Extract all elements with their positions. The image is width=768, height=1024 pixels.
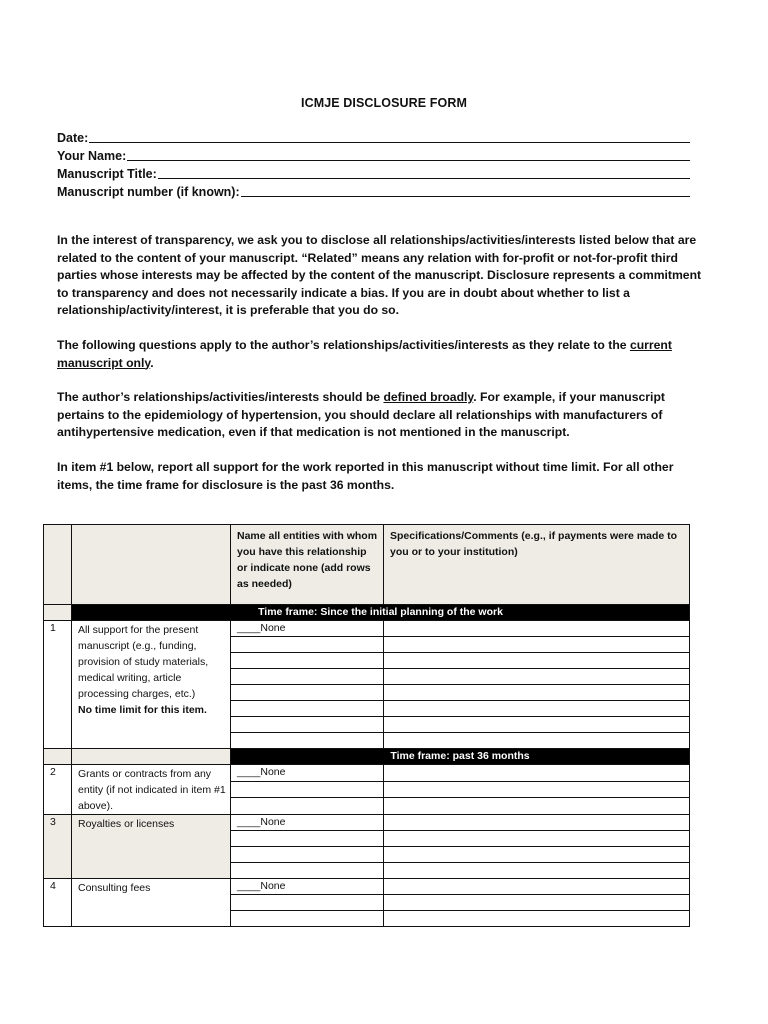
entity-cell[interactable]	[231, 701, 384, 717]
item-1-text: All support for the present manuscript (e.g., funding, provision of study materials, medical writing, article processing charges, etc.)	[78, 624, 209, 700]
manuscript-title-label: Manuscript Title:	[57, 167, 157, 181]
entity-cell[interactable]	[231, 911, 384, 927]
name-line[interactable]	[127, 147, 690, 161]
item-description: Royalties or licenses	[72, 815, 231, 879]
table-row	[44, 879, 690, 895]
spec-cell[interactable]	[384, 765, 690, 782]
disclosure-table	[43, 524, 690, 927]
spec-cell[interactable]	[384, 717, 690, 733]
entity-cell[interactable]	[231, 637, 384, 653]
spec-cell[interactable]	[384, 637, 690, 653]
manuscript-title-line[interactable]	[158, 165, 690, 179]
entity-cell[interactable]: ____None	[231, 879, 384, 895]
intro-paragraph-3	[57, 389, 707, 442]
p2-text: The following questions apply to the author’s relationships/activities/interests as they relate to the	[57, 338, 630, 352]
manuscript-number-field[interactable]	[57, 183, 690, 201]
spec-cell[interactable]	[384, 847, 690, 863]
spec-cell[interactable]	[384, 911, 690, 927]
header-num-cell	[44, 525, 72, 605]
entity-cell[interactable]	[231, 781, 384, 798]
entity-cell[interactable]	[231, 798, 384, 815]
p3-underline: defined broadly	[383, 390, 474, 404]
spec-cell[interactable]	[384, 815, 690, 831]
header-entities: Name all entities with whom you have this relationship or indicate none (add rows as needed)	[231, 525, 384, 605]
date-line[interactable]	[89, 129, 690, 143]
table-row	[44, 765, 690, 782]
spec-cell[interactable]	[384, 621, 690, 637]
entity-cell[interactable]: ____None	[231, 815, 384, 831]
item-number: 1	[44, 621, 72, 749]
band-side-cell	[72, 749, 231, 765]
spec-cell[interactable]	[384, 701, 690, 717]
item-description: Grants or contracts from any entity (if not indicated in item #1 above).	[72, 765, 231, 815]
spec-cell[interactable]	[384, 669, 690, 685]
spec-cell[interactable]	[384, 653, 690, 669]
spec-cell[interactable]	[384, 863, 690, 879]
spec-cell[interactable]	[384, 831, 690, 847]
p2-underline: current manuscript only	[57, 338, 672, 370]
spec-cell[interactable]	[384, 733, 690, 749]
header-item-cell	[72, 525, 231, 605]
entity-cell[interactable]	[231, 717, 384, 733]
timeframe-label-1: Time frame: Since the initial planning of the work	[72, 605, 690, 621]
name-label: Your Name:	[57, 149, 127, 163]
item-description	[72, 621, 231, 749]
spec-cell[interactable]	[384, 879, 690, 895]
manuscript-number-label: Manuscript number (if known):	[57, 185, 240, 199]
intro-paragraph-2	[57, 337, 707, 372]
entity-cell[interactable]	[231, 653, 384, 669]
entity-cell[interactable]: ____None	[231, 765, 384, 782]
entity-cell[interactable]	[231, 831, 384, 847]
band-side-cell	[44, 605, 72, 621]
item-number: 3	[44, 815, 72, 879]
item-number: 4	[44, 879, 72, 927]
table-header-row	[44, 525, 690, 605]
p3-end: . For example, if your manuscript pertains to the epidemiology of hypertension, you should declare all relationships with manufacturers of antihypertensive medication, even if that medication is not mentioned in the manuscript.	[57, 390, 665, 439]
intro-paragraph-1: In the interest of transparency, we ask you to disclose all relationships/activities/interests listed below that are related to the content of your manuscript. “Related” means any relation with for-profit or not-for-profit third parties whose interests may be affected by the content of the manuscript. Disclosure represents a commitment to transparency and does not necessarily indicate a bias. If you are in doubt about whether to list a relationship/activity/interest, it is preferable that you do so.	[57, 233, 702, 317]
manuscript-number-line[interactable]	[241, 183, 690, 197]
entity-cell[interactable]	[231, 685, 384, 701]
item-1-note: No time limit for this item.	[78, 704, 207, 716]
date-label: Date:	[57, 131, 89, 145]
table-row	[44, 815, 690, 831]
table-row	[44, 621, 690, 637]
name-field[interactable]	[57, 147, 690, 165]
p3-text: The author’s relationships/activities/interests should be	[57, 390, 384, 404]
spec-cell[interactable]	[384, 895, 690, 911]
form-fields	[57, 129, 690, 201]
form-title: ICMJE DISCLOSURE FORM	[301, 96, 467, 110]
entity-cell[interactable]	[231, 895, 384, 911]
spec-cell[interactable]	[384, 685, 690, 701]
spec-cell[interactable]	[384, 798, 690, 815]
timeframe-label-2: Time frame: past 36 months	[231, 749, 690, 765]
header-specs: Specifications/Comments (e.g., if payments were made to you or to your institution)	[384, 525, 690, 605]
entity-cell[interactable]: ____None	[231, 621, 384, 637]
intro-paragraph-4: In item #1 below, report all support for the work reported in this manuscript without time limit. For all other items, the time frame for disclosure is the past 36 months.	[57, 460, 674, 492]
entity-cell[interactable]	[231, 669, 384, 685]
spec-cell[interactable]	[384, 781, 690, 798]
item-number: 2	[44, 765, 72, 815]
timeframe-band-1	[44, 605, 690, 621]
timeframe-band-2	[44, 749, 690, 765]
p2-end: .	[150, 355, 154, 370]
band-side-cell	[44, 749, 72, 765]
entity-cell[interactable]	[231, 733, 384, 749]
entity-cell[interactable]	[231, 863, 384, 879]
manuscript-title-field[interactable]	[57, 165, 690, 183]
item-description: Consulting fees	[72, 879, 231, 927]
entity-cell[interactable]	[231, 847, 384, 863]
date-field[interactable]	[57, 129, 690, 147]
